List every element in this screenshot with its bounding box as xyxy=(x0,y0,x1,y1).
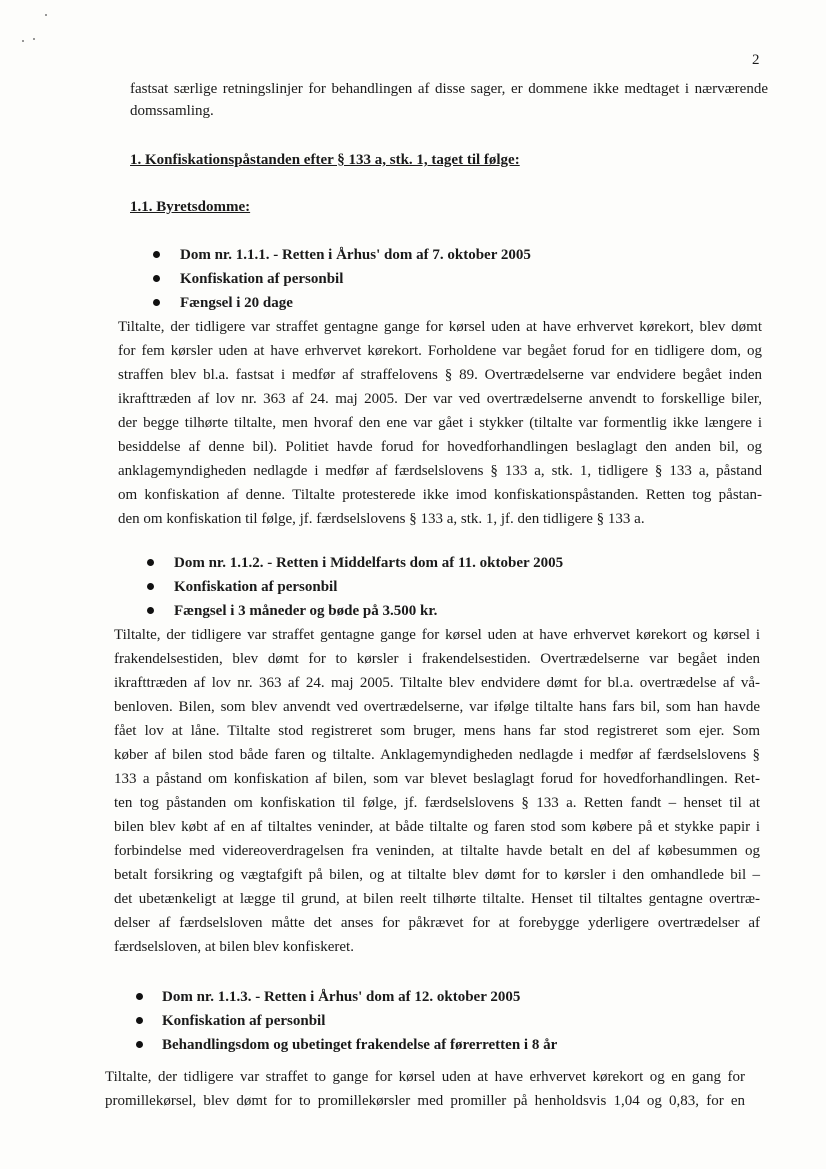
case-bullet: Behandlingsdom og ubetinget frakendelse af førerretten i 8 år xyxy=(162,1037,558,1053)
case-text-line: Tiltalte, der tidligere var straffet to gange for kørsel uden at have erhvervet kørekort og en gang for xyxy=(105,1069,745,1085)
case-bullet: Konfiskation af personbil xyxy=(174,579,338,595)
case-text-line: promillekørsel, blev dømt for to promillekørsler med promiller på henholdsvis 1,04 og 0,83, for en xyxy=(105,1093,745,1109)
scan-speck xyxy=(22,40,24,42)
intro-line: fastsat særlige retningslinjer for behandlingen af disse sager, er dommene ikke medtaget i nærværende xyxy=(130,81,768,97)
case-text-line: for fem kørsler uden at have erhvervet kørekort. Forholdene var begået forud for en tidligere dom, og xyxy=(118,343,762,359)
case-text-line: ikrafttræden af lov nr. 363 af 24. maj 2005. Tiltalte blev endvidere dømt for bl.a. overtrædelse af vå- xyxy=(114,675,760,691)
section-heading: 1. Konfiskationspåstanden efter § 133 a, stk. 1, taget til følge: xyxy=(130,152,520,168)
scan-speck xyxy=(45,14,47,16)
case-bullet: Fængsel i 3 måneder og bøde på 3.500 kr. xyxy=(174,603,438,619)
case-text-line: benloven. Bilen, som blev anvendt ved overtrædelserne, var ifølge tiltalte hans fars bil, som han havde xyxy=(114,699,760,715)
case-text-line: frakendelsestiden, blev dømt for to kørsler i frakendelsestiden. Overtrædelserne var begået inden xyxy=(114,651,760,667)
case-text-line: straffen blev bl.a. fastsat i medfør af straffelovens § 89. Overtrædelserne var endvidere begået inden xyxy=(118,367,762,383)
case-text-line: bilen blev købt af en af tiltaltes veninder, at både tiltalte og faren stod som købere på et stykke papir i xyxy=(114,819,760,835)
bullet-icon xyxy=(147,607,154,614)
bullet-icon xyxy=(136,1041,143,1048)
scan-speck xyxy=(33,38,35,40)
case-bullet: Fængsel i 20 dage xyxy=(180,295,293,311)
bullet-icon xyxy=(136,993,143,1000)
case-text-line: færdselsloven, at bilen blev konfiskeret. xyxy=(114,939,354,955)
case-text-line: forbindelse med videreoverdragelsen fra veninden, at tiltalte havde betalt en del af købesummen og xyxy=(114,843,760,859)
case-text-line: besiddelse af denne bil). Politiet havde forud for hovedforhandlingen beslaglagt den anden bil, og xyxy=(118,439,762,455)
page-number: 2 xyxy=(752,52,760,68)
case-bullet: Konfiskation af personbil xyxy=(180,271,344,287)
bullet-icon xyxy=(153,299,160,306)
case-text-line: fået lov at låne. Tiltalte stod registreret som bruger, mens hans far stod registreret som ejer. Som xyxy=(114,723,760,739)
case-text-line: anklagemyndigheden nedlagde i medfør af færdselslovens § 133 a, stk. 1, tidligere § 133 a, påstand xyxy=(118,463,762,479)
case-title: Dom nr. 1.1.1. - Retten i Århus' dom af 7. oktober 2005 xyxy=(180,247,531,263)
bullet-icon xyxy=(153,251,160,258)
intro-line: domssamling. xyxy=(130,103,214,119)
case-text-line: om konfiskation af denne. Tiltalte protesterede ikke imod konfiskationspåstanden. Retten tog påstan- xyxy=(118,487,762,503)
bullet-icon xyxy=(147,583,154,590)
case-text-line: 133 a påstand om konfiskation af bilen, som var blevet beslaglagt forud for hovedforhandlingen. Ret- xyxy=(114,771,760,787)
case-text-line: det ubetænkeligt at lægge til grund, at bilen reelt tilhørte tiltalte. Henset til tiltaltes gentagne overtræ- xyxy=(114,891,760,907)
case-text-line: den om konfiskation til følge, jf. færdselslovens § 133 a, stk. 1, jf. den tidligere § 133 a. xyxy=(118,511,645,527)
case-title: Dom nr. 1.1.2. - Retten i Middelfarts dom af 11. oktober 2005 xyxy=(174,555,564,571)
case-text-line: der begge tilhørte tiltalte, men hvoraf den ene var gået i stykker (tiltalte var formentlig ikke længere i xyxy=(118,415,762,431)
case-text-line: ikrafttræden af lov nr. 363 af 24. maj 2005. Der var ved overtrædelserne anvendt to forskellige biler, xyxy=(118,391,762,407)
case-text-line: betalt forsikring og vægtafgift på bilen, og at tiltalte blev dømt for to kørsler i den omhandlede bil – xyxy=(114,867,760,883)
case-text-line: delser af færdselsloven måtte det anses for påkrævet for at forebygge yderligere overtrædelser af xyxy=(114,915,760,931)
case-text-line: ten tog påstanden om konfiskation til følge, jf. færdselslovens § 133 a. Retten fandt – henset til at xyxy=(114,795,760,811)
case-text-line: køber af bilen stod både faren og tiltalte. Anklagemyndigheden nedlagde i medfør af færdselslovens § xyxy=(114,747,760,763)
case-text-line: Tiltalte, der tidligere var straffet gentagne gange for kørsel uden at have erhvervet kørekort, blev dømt xyxy=(118,319,762,335)
case-title: Dom nr. 1.1.3. - Retten i Århus' dom af 12. oktober 2005 xyxy=(162,989,521,1005)
bullet-icon xyxy=(153,275,160,282)
subsection-heading: 1.1. Byretsdomme: xyxy=(130,199,251,215)
bullet-icon xyxy=(147,559,154,566)
bullet-icon xyxy=(136,1017,143,1024)
case-bullet: Konfiskation af personbil xyxy=(162,1013,326,1029)
case-text-line: Tiltalte, der tidligere var straffet gentagne gange for kørsel uden at have erhvervet kørekort og kørsel i xyxy=(114,627,760,643)
